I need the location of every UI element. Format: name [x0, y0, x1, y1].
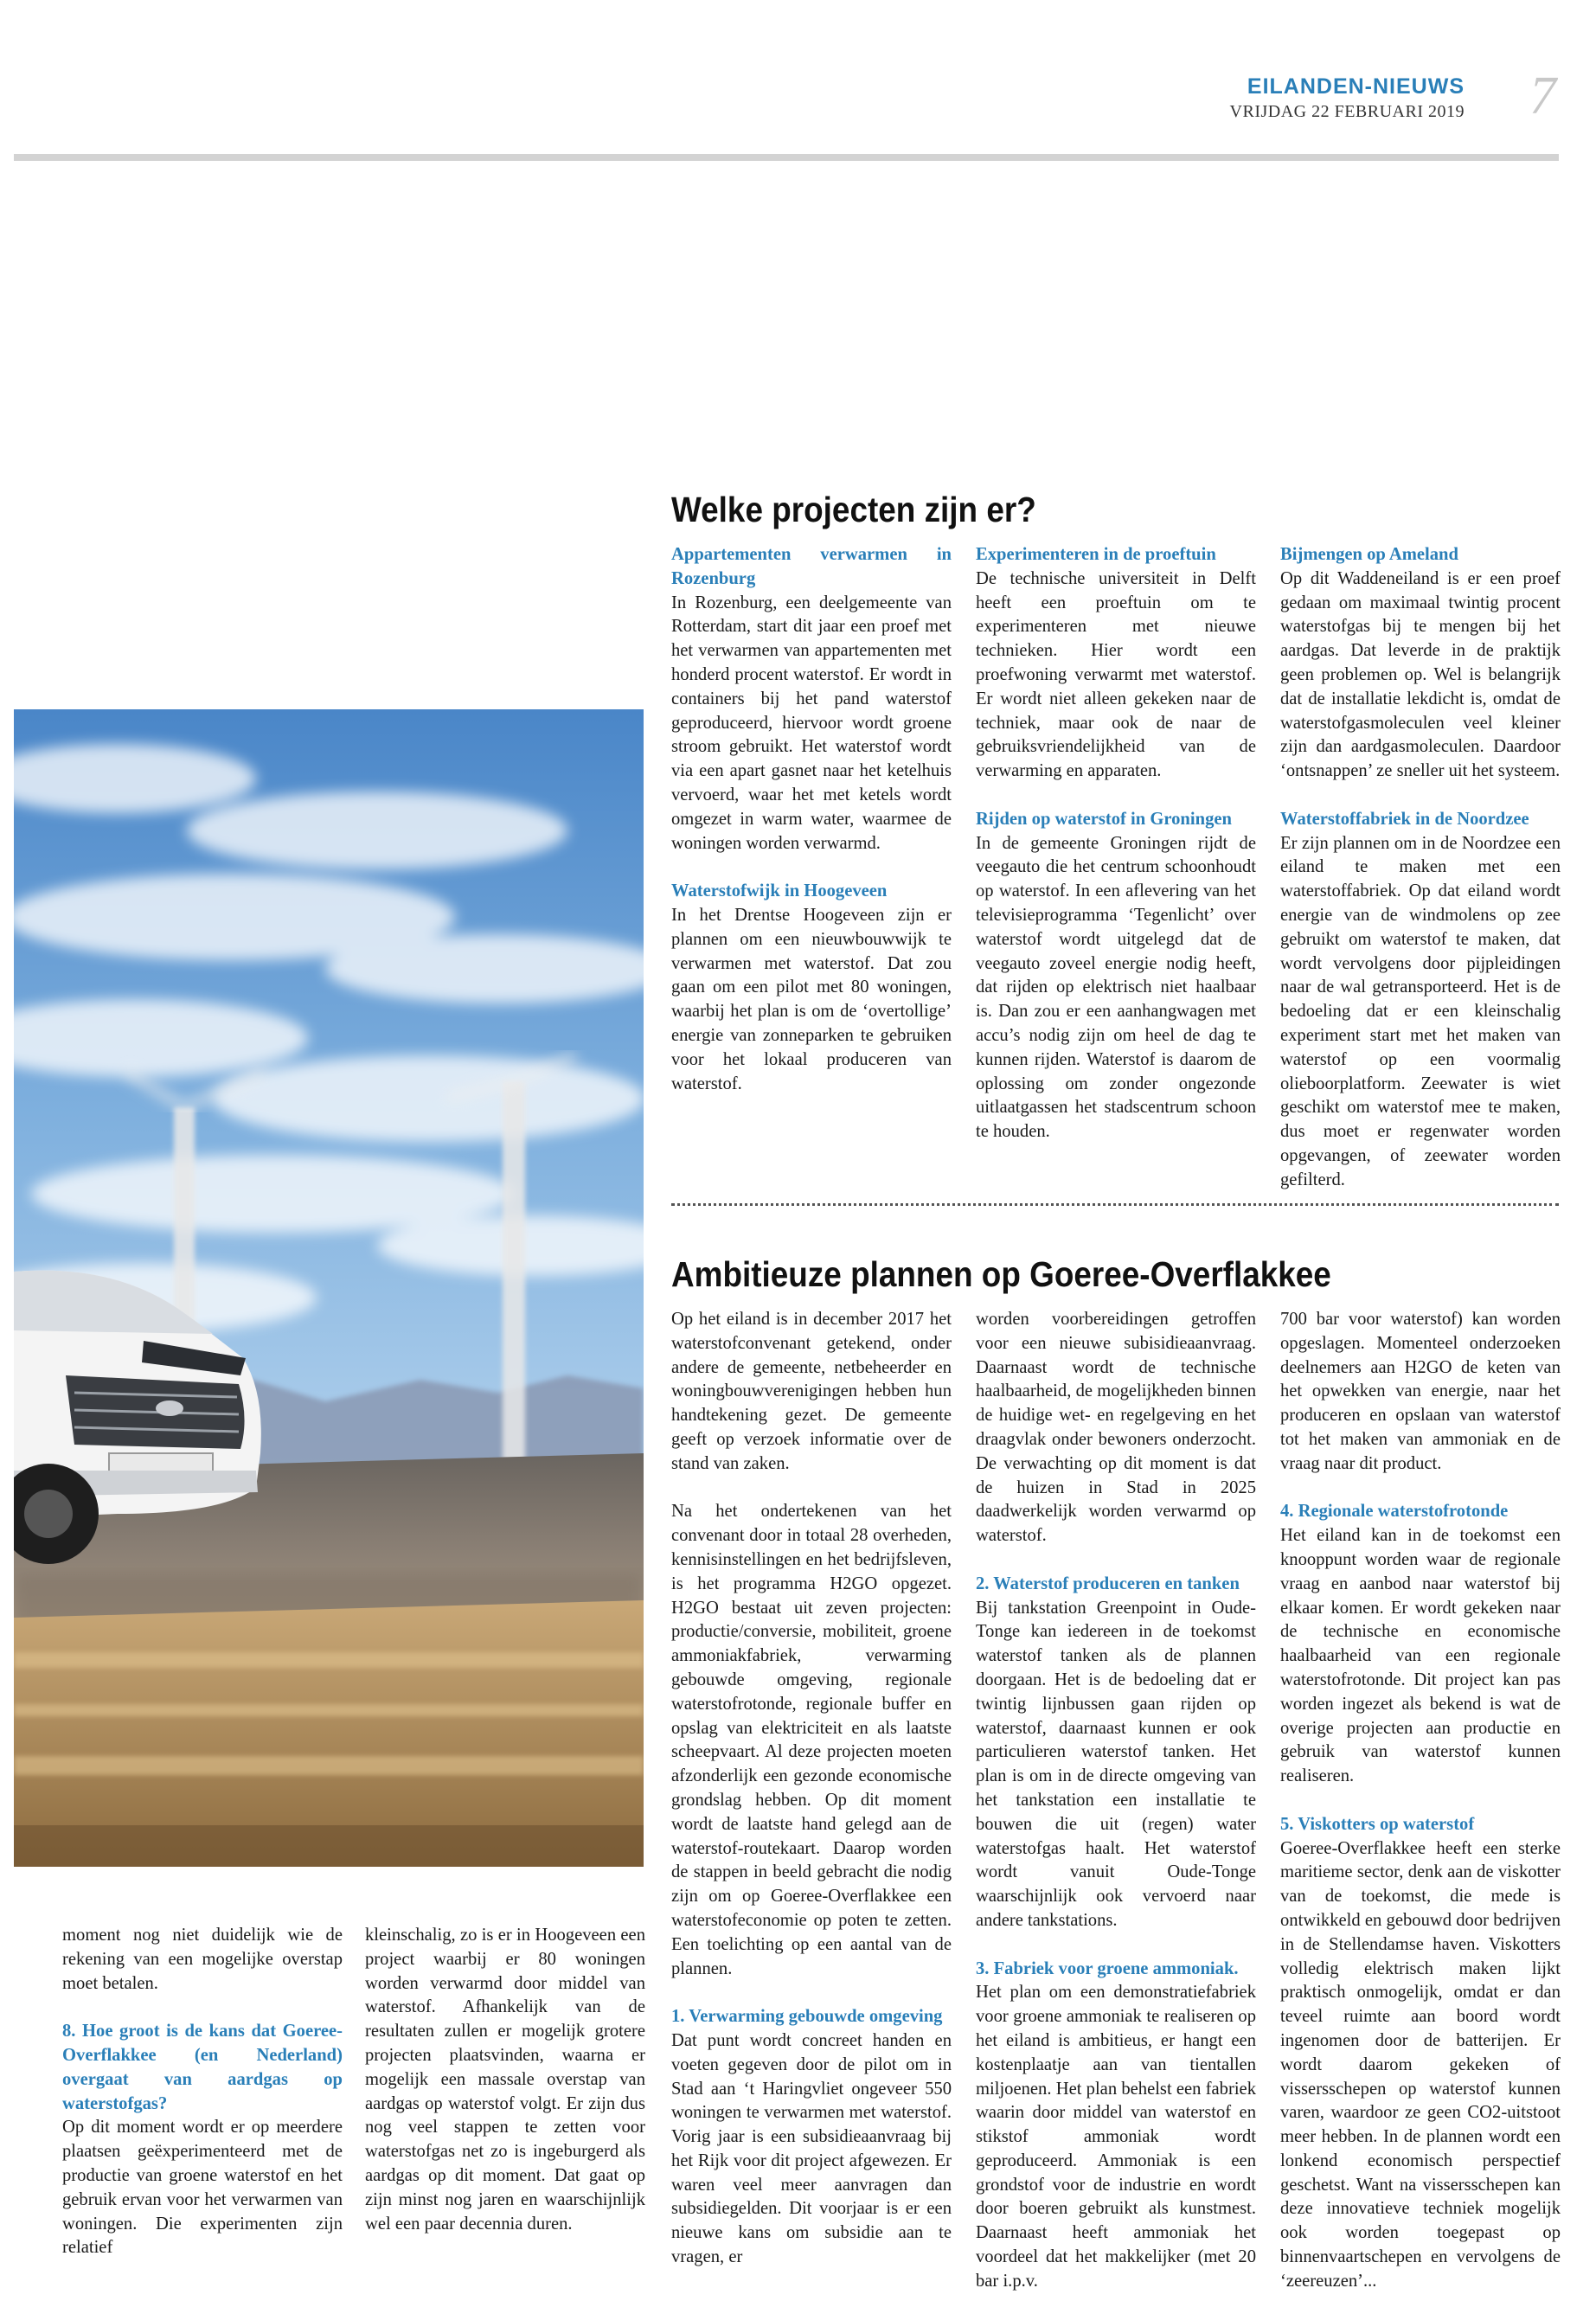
article-paragraph: 700 bar voor waterstof) kan worden opgeslagen. Momenteel onderzoeken deelnemers aan H2GO de keten van het opwekken van energie, naar het produceren en opslaan van waterstof tot het maken van ammoniak en de vraag naar dit product.	[1280, 1310, 1561, 1473]
section2-column-1	[671, 1308, 952, 2270]
paragraph-question-8: Op dit moment wordt er op meerdere plaatsen geëxperimenteerd met de productie van groene waterstof en het gebruik ervan voor het verwarmen van woningen. Die experimenten zijn relatief	[62, 2118, 343, 2258]
subheading-ammoniak: 3. Fabriek voor groene ammoniak.	[976, 1958, 1239, 1978]
subheading-noordzee: Waterstoffabriek in de Noordzee	[1280, 809, 1529, 829]
issue-date: VRIJDAG 22 FEBRUARI 2019	[1229, 102, 1465, 121]
article-paragraph	[671, 2005, 952, 2270]
subheading-rotonde: 4. Regionale waterstofrotonde	[1280, 1502, 1509, 1522]
subheading-question-8: 8. Hoe groot is de kans dat Goeree-Overflakkee (en Nederland) overgaat van aardgas op waterstofgas?	[62, 2022, 343, 2113]
article-paragraph	[1280, 1500, 1561, 1789]
paragraph-rotonde: Het eiland kan in de toekomst een knooppunt worden waar de regionale vraag en aanbod naar waterstof bij elkaar komen. Er wordt gekeken naar de technische en economische haalbaarheid van een regionale waterstofrotonde. Dit project kan pas worden ingezet als bekend is wat de overige projecten aan productie en gebruik van waterstof kunnen realiseren.	[1280, 1526, 1561, 1786]
paragraph-ammoniak: Het plan om een demonstratiefabriek voor groene ammoniak te realiseren op het eiland is ambitieus, er hangt een kostenplaatje aan van tientallen miljoenen. Het plan behelst een fabriek waarin door middel van waterstof en stikstof ammoniak wordt geproduceerd. Ammoniak is een grondstof voor de industrie en wordt door boeren gebruikt als kunstmest. Daarnaast heeft ammoniak het voordeel dat het makkelijker (met 20 bar i.p.v.	[976, 1983, 1256, 2291]
article-paragraph: kleinschalig, zo is er in Hoogeveen een project waarbij er 80 woningen worden verwarmd door middel van waterstof. Afhankelijk van de resultaten zullen er mogelijk grotere projecten plaatsvinden, waarna er mogelijk een massale overstap van aardgas op waterstof volgt. Er zijn dus nog veel stappen te zetten voor waterstofgas net zo is ingeburgerd als aardgas op dit moment. Dat gaat op zijn minst nog jaren en waarschijnlijk wel een paar decennia duren.	[365, 1926, 645, 2234]
article-paragraph	[1280, 808, 1561, 1193]
subheading-rozenburg: Appartementen verwarmen in Rozenburg	[671, 545, 952, 588]
article-paragraph	[62, 2020, 343, 2260]
subheading-verwarming: 1. Verwarming gebouwde omgeving	[671, 2007, 943, 2027]
paragraph-hoogeveen: In het Drentse Hoogeveen zijn er plannen om een nieuwbouwwijk te verwarmen met waterstof. Dat zou gaan om een pilot met 80 woningen, waarbij het plan is om de ‘overtollige’ energie van zonneparken te gebruiken voor het lokaal produceren van waterstof.	[671, 905, 952, 1093]
article-paragraph	[671, 880, 952, 1096]
paragraph-proeftuin: De technische universiteit in Delft heeft een proeftuin om te experimenteren met nieuwe technieken. Hier wordt een proefwoning verwarmt met waterstof. Er wordt niet alleen gekeken naar de techniek, maar ook de naar de gebruiksvriendelijkheid van de verwarming en apparaten.	[976, 568, 1256, 781]
subheading-proeftuin: Experimenteren in de proeftuin	[976, 545, 1216, 564]
article-paragraph	[1280, 543, 1561, 784]
article-paragraph	[976, 1958, 1256, 2294]
bottom-column-1	[62, 1924, 343, 2260]
paragraph-rozenburg: In Rozenburg, een deelgemeente van Rotterdam, start dit jaar een proef met het verwarmen van appartementen met honderd procent waterstof. Er wordt in containers bij het pand waterstof geproduceerd, hiervoor wordt groene stroom gebruikt. Het waterstof wordt via een apart gasnet naar het ketelhuis vervoerd, waar het met ketels wordt omgezet in warm water, waarmee de woningen worden verwarmd.	[671, 593, 952, 853]
subheading-hoogeveen: Waterstofwijk in Hoogeveen	[671, 881, 888, 901]
subheading-viskotters: 5. Viskotters op waterstof	[1280, 1814, 1475, 1834]
paragraph-ameland: Op dit Waddeneiland is er een proef gedaan om maximaal twintig procent waterstofgas bij te mengen bij het aardgas. Dat leverde in de praktijk geen problemen op. Wel is belangrijk dat de installatie lekdicht is, omdat de waterstofgasmoleculen veel kleiner zijn dan aardgasmoleculen. Daardoor ‘ontsnappen’ ze sneller uit het systeem.	[1280, 568, 1561, 781]
article-paragraph: moment nog niet duidelijk wie de rekening van een mogelijke overstap moet betalen.	[62, 1926, 343, 1993]
paragraph-viskotters: Goeree-Overflakkee heeft een sterke maritieme sector, denk aan de viskotter van de toekomst, die mede is ontwikkeld en gebouwd door bedrijven in de Stellendamse haven. Viskotters volledig elektrisch maken lijkt praktisch onmogelijk, omdat er dan teveel ruimte aan boord wordt ingenomen door de batterijen. Er wordt daarom gekeken of vissersschepen op waterstof kunnen varen, waardoor ze geen CO2-uitstoot meer hebben. In de plannen wordt een lonkend economisch perspectief geschetst. Want na vissersschepen kan deze innovatieve techniek mogelijk ook worden toegepast op binnenvaartschepen en vervolgens de ‘zeereuzen’...	[1280, 1838, 1561, 2291]
section1-title: Welke projecten zijn er?	[671, 490, 1036, 529]
section1-column-1	[671, 543, 952, 1096]
section2-title: Ambitieuze plannen op Goeree-Overflakkee	[671, 1254, 1331, 1294]
paragraph-verwarming: Dat punt wordt concreet handen en voeten gegeven door de pilot om in Stad aan ‘t Haringvliet ongeveer 550 woningen te verwarmen met waterstof. Vorig jaar is een subsidieaanvraag bij het Rijk voor dit project afgewezen. Er waren veel meer aanvragen dan subsidiegelden. Dit voorjaar is er een nieuwe kans om subsidie aan te vragen, er	[671, 2030, 952, 2267]
section2-column-3	[1280, 1308, 1561, 2294]
subheading-tanken: 2. Waterstof produceren en tanken	[976, 1574, 1240, 1593]
section1-column-2	[976, 543, 1256, 1144]
car-windmills-photo	[14, 709, 644, 1867]
subheading-groningen: Rijden op waterstof in Groningen	[976, 809, 1232, 829]
article-paragraph: Na het ondertekenen van het convenant door in totaal 28 overheden, kennisinstellingen en het bedrijfsleven, is het programma H2GO opgezet. H2GO bestaat uit zeven projecten: productie/conversie, mobiliteit, groene ammoniakfabriek, verwarming gebouwde omgeving, regionale waterstofrotonde, regionale buffer en opslag van elektriciteit en als laatste scheepvaart. Al deze projecten moeten afzonderlijk een gezonde economische grondslag hebben. Op dit moment wordt de laatste hand gelegd aan de waterstof-routekaart. Daarop worden de stappen in beeld gebracht die nodig zijn om op Goeree-Overflakkee een waterstofeconomie op poten te zetten. Een toelichting op een aantal van de plannen.	[671, 1502, 952, 1978]
page-number: 7	[1529, 67, 1556, 125]
header-rule	[14, 154, 1559, 161]
paragraph-noordzee: Er zijn plannen om in de Noordzee een eiland te maken met een waterstoffabriek. Op dat eiland wordt energie van de windmolens op zee gebruikt om waterstof te maken, dat wordt vervolgens door pijpleidingen naar de wal getransporteerd. Het is de bedoeling dat er een kleinschalig experiment start met het maken van waterstof op een voormalig olieboorplatform. Zeewater is wiet geschikt om waterstof mee te maken, dus moet er regenwater worden opgevangen, of zeewater worden gefilterd.	[1280, 833, 1561, 1189]
article-paragraph: Op het eiland is in december 2017 het waterstofconvenant getekend, onder andere de gemeente, netbeheerder en woningbouwverenigingen hebben hun handtekening gezet. De gemeente geeft op verzoek informatie over de stand van zaken.	[671, 1310, 952, 1473]
bottom-column-2	[365, 1924, 645, 2236]
article-paragraph	[671, 543, 952, 856]
article-paragraph	[976, 808, 1256, 1144]
article-paragraph	[1280, 1813, 1561, 2294]
article-paragraph	[976, 543, 1256, 784]
section-divider	[671, 1203, 1559, 1206]
paragraph-tanken: Bij tankstation Greenpoint in Oude-Tonge kan iedereen in de toekomst waterstof tanken als de plannen doorgaan. Het is de bedoeling dat er twintig lijnbussen gaan rijden op waterstof, daarnaast kunnen er ook particulieren waterstof tanken. Het plan is om in de directe omgeving van het tankstation een installatie te bouwen die uit (regen) water waterstofgas haalt. Het waterstof wordt vanuit Oude-Tonge waarschijnlijk ook vervoerd naar andere tankstations.	[976, 1598, 1256, 1930]
section1-column-3	[1280, 543, 1561, 1193]
article-paragraph: worden voorbereidingen getroffen voor een nieuwe subisidieaanvraag. Daarnaast wordt de technische haalbaarheid, de mogelijkheden binnen de huidige wet- en regelgeving en het draagvlak onder bewoners onderzocht. De verwachting op dit moment is dat de huizen in Stad in 2025 daadwerkelijk worden verwarmd op waterstof.	[976, 1310, 1256, 1546]
paragraph-groningen: In de gemeente Groningen rijdt de veegauto die het centrum schoonhoudt op waterstof. In een aflevering van het televisieprogramma ‘Tegenlicht’ over waterstof wordt uitgelegd dat de veegauto zoveel energie nodig heeft, dat rijden op elektrisch niet haalbaar is. Dan zou er een aanhangwagen met accu’s nodig zijn om heel de dag te kunnen rijden. Waterstof is daarom de oplossing om zonder ongezonde uitlaatgassen het stadscentrum schoon te houden.	[976, 833, 1256, 1142]
masthead: EILANDEN-NIEUWS	[1247, 74, 1465, 99]
car-windmills-photo-icon	[14, 709, 644, 1867]
subheading-ameland: Bijmengen op Ameland	[1280, 545, 1458, 564]
section2-column-2	[976, 1308, 1256, 2294]
article-paragraph	[976, 1573, 1256, 1933]
